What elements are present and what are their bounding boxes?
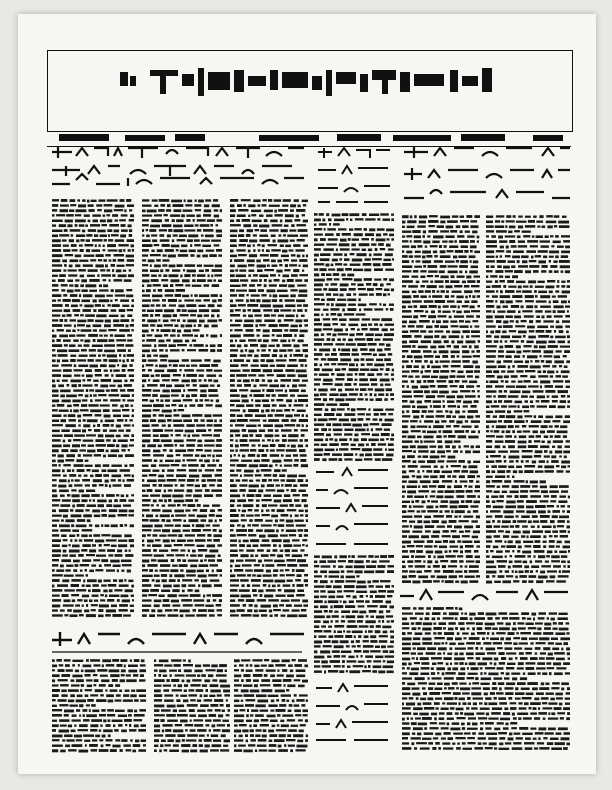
headline-middle: [316, 146, 394, 206]
headline-bottom-middle: [314, 682, 394, 742]
body-text-texture-icon: [154, 658, 230, 754]
article-column-4-top: [314, 212, 394, 462]
garbled-headline-icon: [120, 66, 500, 100]
body-text-texture-icon: [402, 214, 480, 584]
body-text-texture-icon: [314, 212, 394, 462]
headline-bottom-left: [50, 624, 308, 654]
article-column-5: [402, 214, 480, 584]
article-bottom-left-2: [154, 658, 230, 754]
headline-bottom-right: [398, 584, 572, 604]
headline-column-4: [314, 466, 394, 548]
body-text-texture-icon: [52, 198, 134, 620]
article-column-1: [52, 198, 134, 620]
body-text-texture-icon: [234, 658, 308, 754]
body-text-texture-icon: [314, 554, 394, 674]
article-bottom-right: [402, 606, 570, 750]
article-bottom-left-3: [234, 658, 308, 754]
body-text-texture-icon: [142, 198, 222, 620]
body-text-texture-icon: [402, 606, 570, 750]
masthead-box: [47, 50, 573, 132]
body-text-texture-icon: [230, 198, 308, 620]
headline-right: [402, 144, 572, 206]
article-column-6: [486, 214, 570, 584]
article-column-2: [142, 198, 222, 620]
body-text-texture-icon: [486, 214, 570, 584]
article-bottom-left-1: [52, 658, 146, 754]
article-column-3: [230, 198, 308, 620]
masthead-title: [48, 63, 572, 103]
garbled-subline-icon: [47, 132, 571, 144]
article-column-4-bottom: [314, 554, 394, 674]
newspaper-page: [18, 14, 596, 774]
body-text-texture-icon: [52, 658, 146, 754]
headline-left: [50, 144, 308, 188]
